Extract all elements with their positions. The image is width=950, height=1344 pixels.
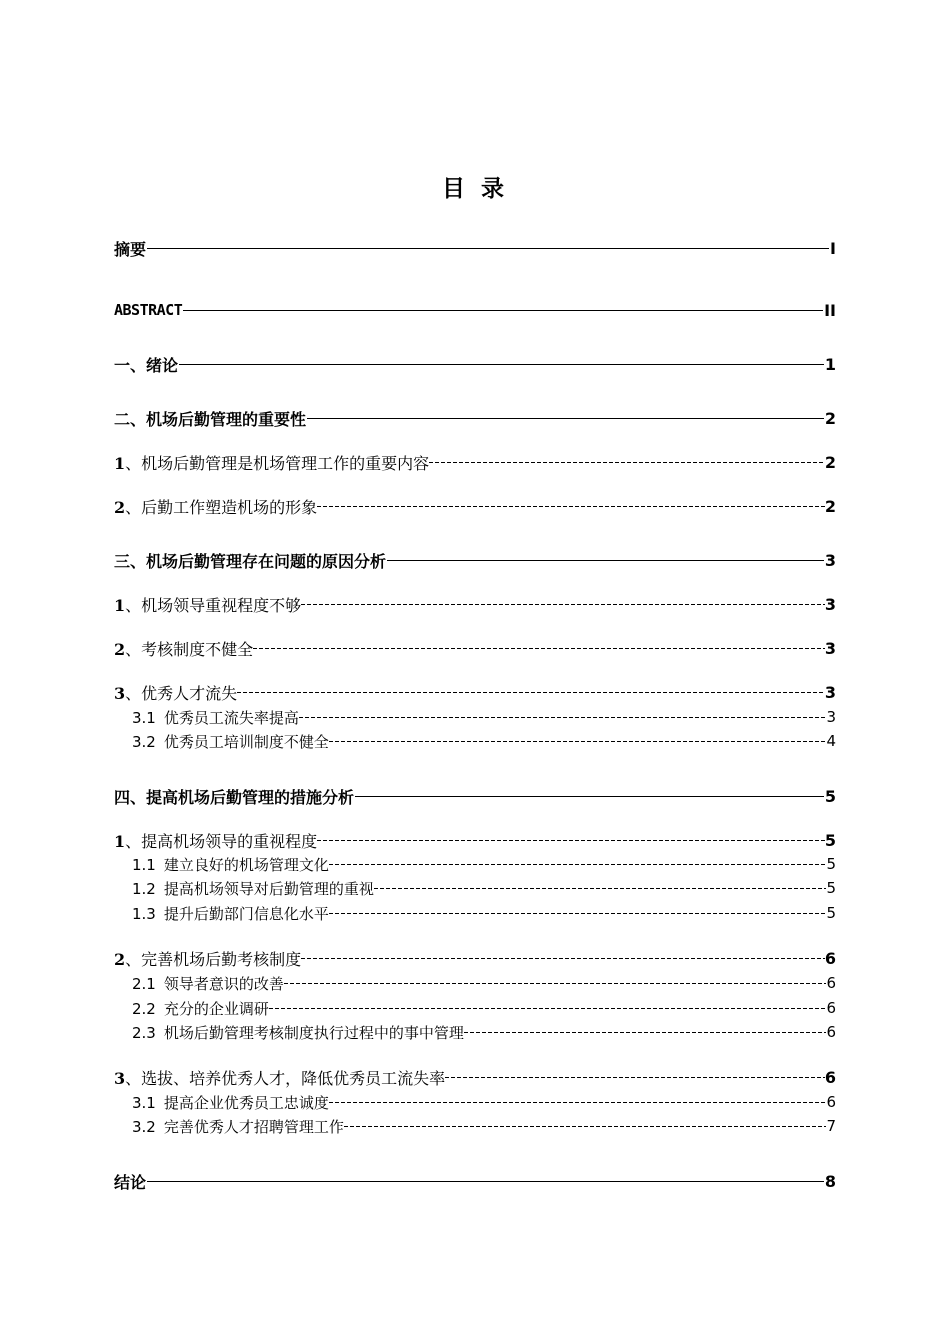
toc-entry-subsection[interactable] (132, 853, 836, 875)
toc-entry-text: 完善优秀人才招聘管理工作 (163, 1117, 344, 1136)
toc-entry-subsection[interactable] (132, 1091, 836, 1113)
toc-leader (253, 648, 825, 649)
toc-leader (301, 604, 825, 605)
toc-entry-number: 3.2 (132, 732, 156, 751)
toc-entry-number: 2.2 (132, 999, 156, 1018)
toc-entry-section[interactable] (114, 946, 836, 970)
toc-entry-text: 三、机场后勤管理存在问题的原因分析 (114, 551, 387, 571)
toc-page-number: 6 (826, 1023, 836, 1041)
toc-entry-text: 、提高机场领导的重视程度 (125, 831, 318, 851)
toc-page-number: 6 (824, 1067, 836, 1087)
toc-entry-subsection[interactable] (132, 730, 836, 752)
toc-page-number: 5 (826, 855, 836, 873)
toc-entry-text: 一、绪论 (114, 355, 179, 375)
toc-entry-text: 、考核制度不健全 (125, 639, 254, 659)
toc-leader (387, 560, 824, 561)
toc-entry-text: 、机场后勤管理是机场管理工作的重要内容 (125, 453, 430, 473)
toc-entry-section[interactable] (114, 450, 836, 474)
toc-leader (237, 692, 825, 693)
toc-leader (344, 1126, 827, 1127)
toc-entry-text: 、后勤工作塑造机场的形象 (125, 497, 318, 517)
toc-leader (317, 506, 825, 507)
toc-entry-subsection[interactable] (132, 997, 836, 1019)
toc-page-number: 3 (826, 708, 836, 726)
toc-entry-text: 优秀员工培训制度不健全 (163, 732, 329, 751)
toc-leader (179, 364, 824, 365)
toc-page-number: 6 (826, 999, 836, 1017)
toc-entry-section[interactable] (114, 592, 836, 616)
toc-entry-number: 1 (114, 831, 126, 851)
toc-leader (329, 1102, 827, 1103)
toc-entry-text: 提高机场领导对后勤管理的重视 (163, 879, 374, 898)
toc-entry-text: 机场后勤管理考核制度执行过程中的事中管理 (163, 1023, 464, 1042)
toc-entry-abstract-cn[interactable] (114, 236, 836, 260)
toc-entry-abstract-en[interactable] (114, 298, 836, 322)
toc-entry-number: 1 (114, 595, 126, 615)
toc-entry-chapter-4[interactable] (114, 784, 836, 808)
toc-entry-text: 充分的企业调研 (163, 999, 269, 1018)
toc-entry-number: 3.1 (132, 1093, 156, 1112)
toc-leader (329, 864, 827, 865)
toc-entry-text: 提升后勤部门信息化水平 (163, 904, 329, 923)
toc-page-number: 3 (824, 594, 836, 614)
toc-page-number: II (824, 300, 836, 320)
toc-entry-text: 结论 (114, 1172, 147, 1192)
toc-entry-subsection[interactable] (132, 902, 836, 924)
toc-entry-section[interactable] (114, 680, 836, 704)
toc-entry-chapter-3[interactable] (114, 548, 836, 572)
toc-page-number: 7 (826, 1117, 836, 1135)
toc-leader (374, 888, 827, 889)
toc-entry-text: 、优秀人才流失 (125, 683, 238, 703)
toc-entry-text: 、完善机场后勤考核制度 (125, 949, 302, 969)
toc-page-number: 5 (826, 904, 836, 922)
toc-page-number: I (830, 238, 836, 258)
toc-entry-number: 1.1 (132, 855, 156, 874)
toc-entry-text: 二、机场后勤管理的重要性 (114, 409, 307, 429)
toc-leader (183, 310, 823, 311)
toc-entry-conclusion[interactable] (114, 1169, 836, 1193)
toc-entry-number: 2.1 (132, 974, 156, 993)
toc-page-number: 4 (826, 732, 836, 750)
toc-entry-subsection[interactable] (132, 877, 836, 899)
toc-leader (355, 796, 824, 797)
toc-page-number: 5 (824, 830, 836, 850)
toc-entry-text: 摘要 (114, 239, 147, 259)
toc-entry-number: 3 (114, 1068, 126, 1088)
toc-leader (147, 1181, 824, 1182)
toc-leader (301, 958, 825, 959)
toc-page-number: 5 (824, 786, 836, 806)
toc-entry-text: 优秀员工流失率提高 (163, 708, 299, 727)
toc-entry-subsection[interactable] (132, 1021, 836, 1043)
toc-entry-subsection[interactable] (132, 1115, 836, 1137)
toc-entry-number: 3.2 (132, 1117, 156, 1136)
toc-leader (284, 983, 827, 984)
toc-entry-number: 2 (114, 639, 126, 659)
toc-page-number: 2 (824, 408, 836, 428)
toc-entry-number: 3 (114, 683, 126, 703)
toc-page-number: 3 (824, 682, 836, 702)
toc-leader (299, 717, 827, 718)
toc-leader (307, 418, 824, 419)
toc-entry-text: 提高企业优秀员工忠诚度 (163, 1093, 329, 1112)
toc-entry-subsection[interactable] (132, 706, 836, 728)
toc-page-number: 6 (824, 948, 836, 968)
toc-entry-section[interactable] (114, 636, 836, 660)
toc-entry-number: 1.2 (132, 879, 156, 898)
toc-entry-chapter-1[interactable] (114, 352, 836, 376)
toc-page-number: 2 (824, 452, 836, 472)
toc-entry-text: 四、提高机场后勤管理的措施分析 (114, 787, 355, 807)
toc-page-number: 3 (824, 550, 836, 570)
toc-page-number: 2 (824, 496, 836, 516)
toc-entry-text: 、机场领导重视程度不够 (125, 595, 302, 615)
toc-leader (317, 840, 825, 841)
toc-entry-subsection[interactable] (132, 972, 836, 994)
toc-entry-text: 、选拔、培养优秀人才，降低优秀员工流失率 (125, 1068, 446, 1088)
toc-leader (147, 248, 829, 249)
toc-entry-number: 2.3 (132, 1023, 156, 1042)
toc-entry-number: 3.1 (132, 708, 156, 727)
toc-entry-text: 建立良好的机场管理文化 (163, 855, 329, 874)
toc-leader (445, 1077, 825, 1078)
toc-entry-number: 2 (114, 497, 126, 517)
toc-page-number: 8 (824, 1171, 836, 1191)
toc-entry-text: 领导者意识的改善 (163, 974, 284, 993)
toc-page-number: 6 (826, 974, 836, 992)
toc-leader (329, 741, 827, 742)
toc-page-number: 1 (824, 354, 836, 374)
toc-entry-section[interactable] (114, 1065, 836, 1089)
toc-leader (464, 1032, 827, 1033)
toc-page-number: 3 (824, 638, 836, 658)
toc-entry-number: 1 (114, 453, 126, 473)
toc-page-number: 5 (826, 879, 836, 897)
toc-entry-number: 2 (114, 949, 126, 969)
toc-entry-section[interactable] (114, 828, 836, 852)
toc-entry-section[interactable] (114, 494, 836, 518)
toc-entry-text: ABSTRACT (114, 301, 183, 319)
toc-entry-chapter-2[interactable] (114, 406, 836, 430)
toc-title: 目 录 (441, 176, 508, 202)
toc-leader (429, 462, 825, 463)
toc-leader (329, 913, 827, 914)
toc-leader (269, 1008, 827, 1009)
toc-page-number: 6 (826, 1093, 836, 1111)
toc-entry-number: 1.3 (132, 904, 156, 923)
